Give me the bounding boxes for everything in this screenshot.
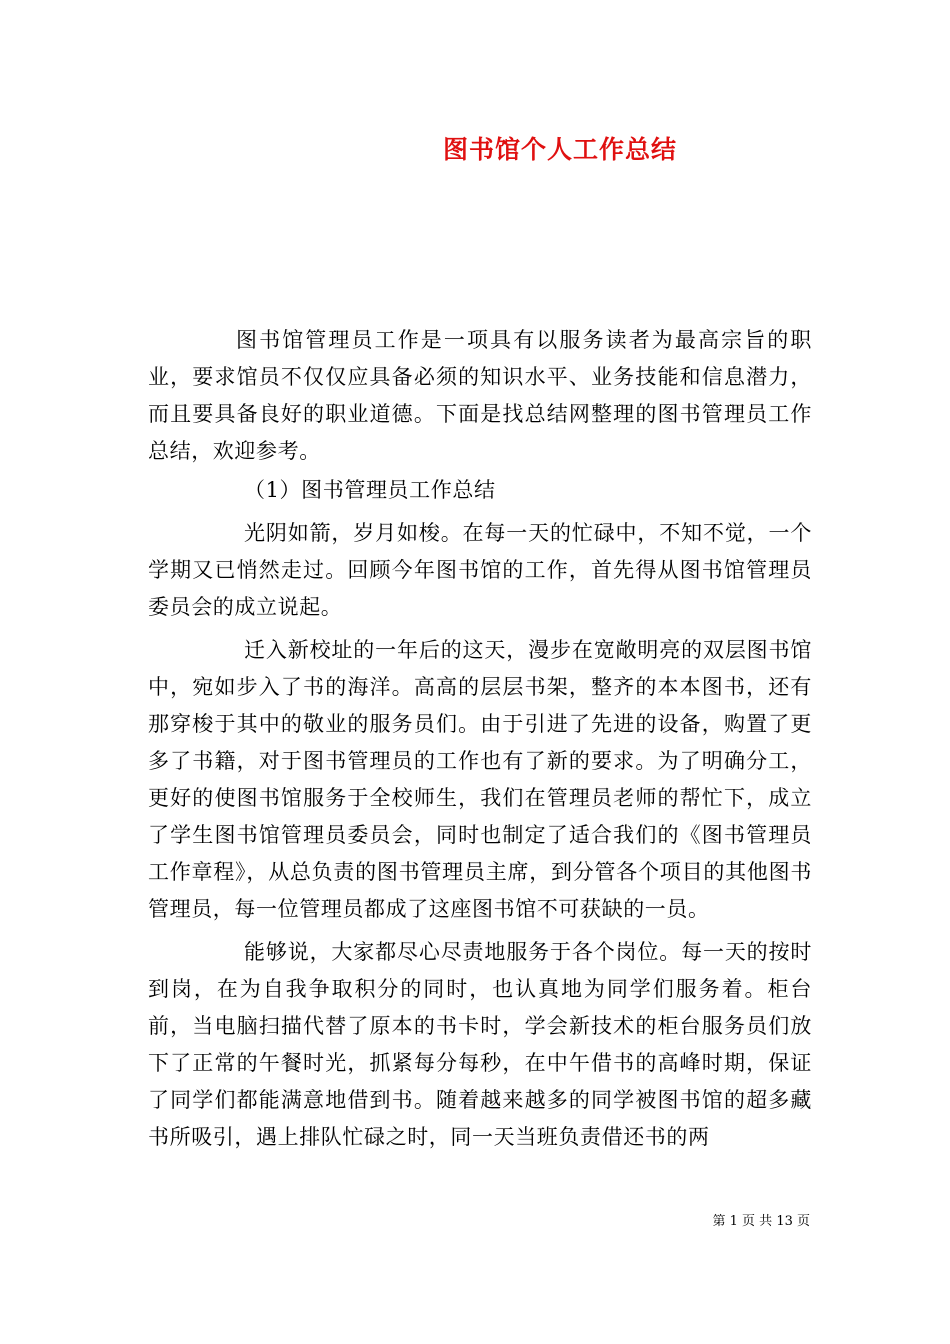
intro-paragraph: 图书馆管理员工作是一项具有以服务读者为最高宗旨的职业，要求馆员不仅仅应具备必须的知识水平、业务技能和信息潜力，而且要具备良好的职业道德。下面是找总结网整理的图书管理员工作总结，欢迎参考。 xyxy=(148,328,812,463)
page-number-footer: 第 1 页 共 13 页 xyxy=(712,1214,810,1229)
body-paragraph-2: 迁入新校址的一年后的这天，漫步在宽敞明亮的双层图书馆中，宛如步入了书的海洋。高高的层层书架，整齐的本本图书，还有那穿梭于其中的敬业的服务员们。由于引进了先进的设备，购置了更多了书籍，对于图书管理员的工作也有了新的要求。为了明确分工，更好的使图书馆服务于全校师生，我们在管理员老师的帮忙下，成立了学生图书馆管理员委员会，同时也制定了适合我们的《图书管理员工作章程》，从总负责的图书管理员主席，到分管各个项目的其他图书管理员，每一位管理员都成了这座图书馆不可获缺的一员。 xyxy=(148,638,812,921)
body-paragraph-3: 能够说，大家都尽心尽责地服务于各个岗位。每一天的按时到岗，在为自我争取积分的同时，也认真地为同学们服务着。柜台前，当电脑扫描代替了原本的书卡时，学会新技术的柜台服务员们放下了正常的午餐时光，抓紧每分每秒，在中午借书的高峰时期，保证了同学们都能满意地借到书。随着越来越多的同学被图书馆的超多藏书所吸引，遇上排队忙碌之时，同一天当班负责借还书的两 xyxy=(148,940,812,1149)
document-body xyxy=(148,322,812,1156)
body-paragraph-1: 光阴如箭，岁月如梭。在每一天的忙碌中，不知不觉，一个学期又已悄然走过。回顾今年图书馆的工作，首先得从图书馆管理员委员会的成立说起。 xyxy=(148,521,812,619)
section-heading: （1）图书管理员工作总结 xyxy=(244,478,496,502)
document-title: 图书馆个人工作总结 xyxy=(442,135,677,164)
